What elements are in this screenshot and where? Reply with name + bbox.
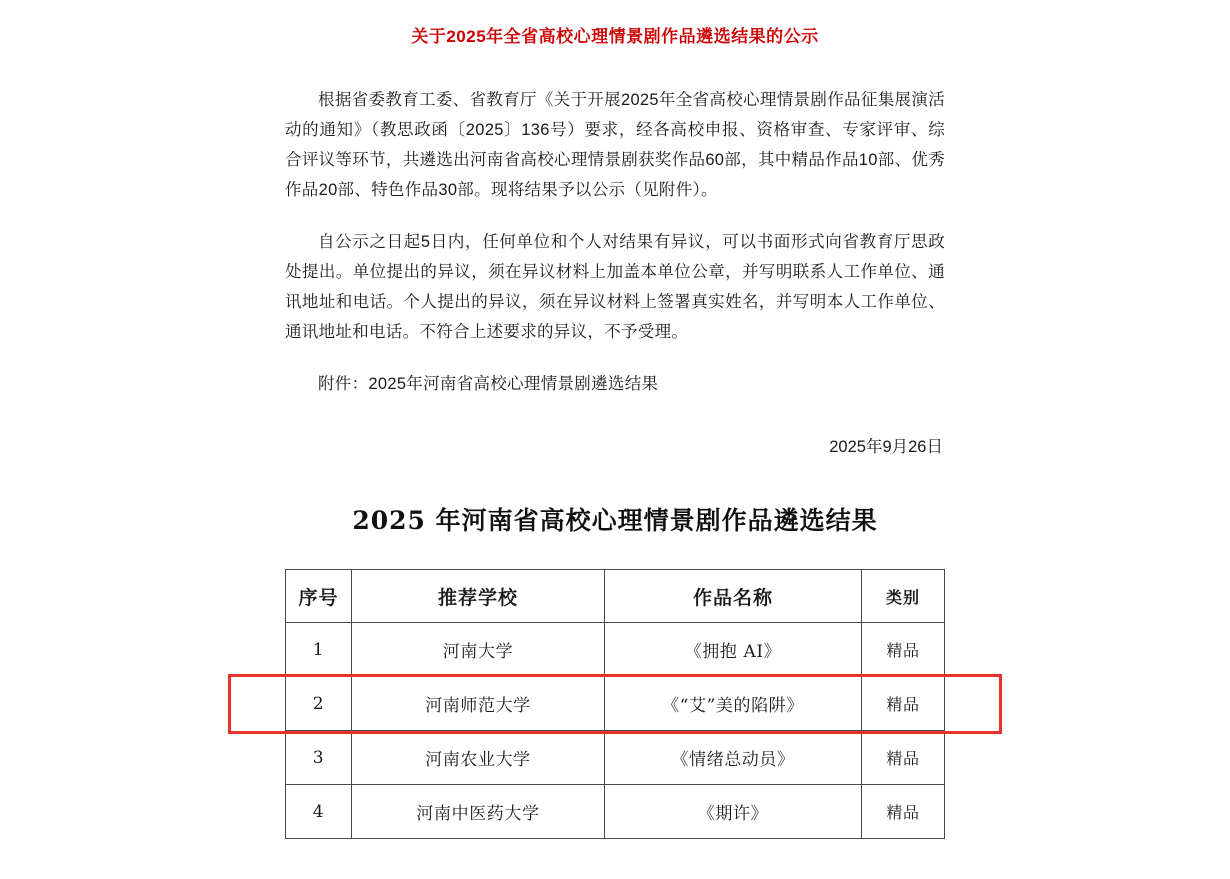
cell-work: 《期许》 [605,785,862,839]
table-zone [0,569,1230,839]
page-title: 关于2025年全省高校心理情景剧作品遴选结果的公示 [411,27,819,46]
cell-index: 2 [286,677,352,731]
cell-category: 精品 [862,677,945,731]
table-row [286,785,945,839]
paragraph-2: 自公示之日起5日内，任何单位和个人对结果有异议，可以书面形式向省教育厅思政处提出。单位提出的异议，须在异议材料上加盖本单位公章，并写明联系人工作单位、通讯地址和电话。个人提出的异议，须在异议材料上签署真实姓名，并写明本人工作单位、通讯地址和电话。不符合上述要求的异议，不予受理。 [285,233,945,341]
cell-school: 河南农业大学 [352,731,605,785]
cell-work: 《情绪总动员》 [605,731,862,785]
header-school: 推荐学校 [352,570,605,623]
cell-index: 4 [286,785,352,839]
attachment-line: 附件：2025年河南省高校心理情景剧遴选结果 [318,375,659,393]
table-row [286,677,945,731]
publish-date: 2025年9月26日 [829,438,943,456]
table-row [286,623,945,677]
document-body [285,47,945,457]
table-title: 2025 年河南省高校心理情景剧作品遴选结果 [352,506,878,535]
paragraph-1: 根据省委教育工委、省教育厅《关于开展2025年全省高校心理情景剧作品征集展演活动的通知》（教思政函〔2025〕136号）要求，经各高校申报、资格审查、专家评审、综合评议等环节，共遴选出河南省高校心理情景剧获奖作品60部，其中精品作品10部、优秀作品20部、特色作品30部。现将结果予以公示（见附件）。 [285,91,945,199]
results-table [285,569,945,839]
cell-school: 河南中医药大学 [352,785,605,839]
cell-index: 1 [286,623,352,677]
cell-category: 精品 [862,785,945,839]
cell-category: 精品 [862,731,945,785]
table-row [286,731,945,785]
cell-category: 精品 [862,623,945,677]
cell-work: 《拥抱 AI》 [605,623,862,677]
header-index: 序号 [286,570,352,623]
cell-work: 《“艾”美的陷阱》 [605,677,862,731]
cell-index: 3 [286,731,352,785]
header-work: 作品名称 [605,570,862,623]
header-category: 类别 [862,570,945,623]
cell-school: 河南大学 [352,623,605,677]
table-header-row [286,570,945,623]
cell-school: 河南师范大学 [352,677,605,731]
